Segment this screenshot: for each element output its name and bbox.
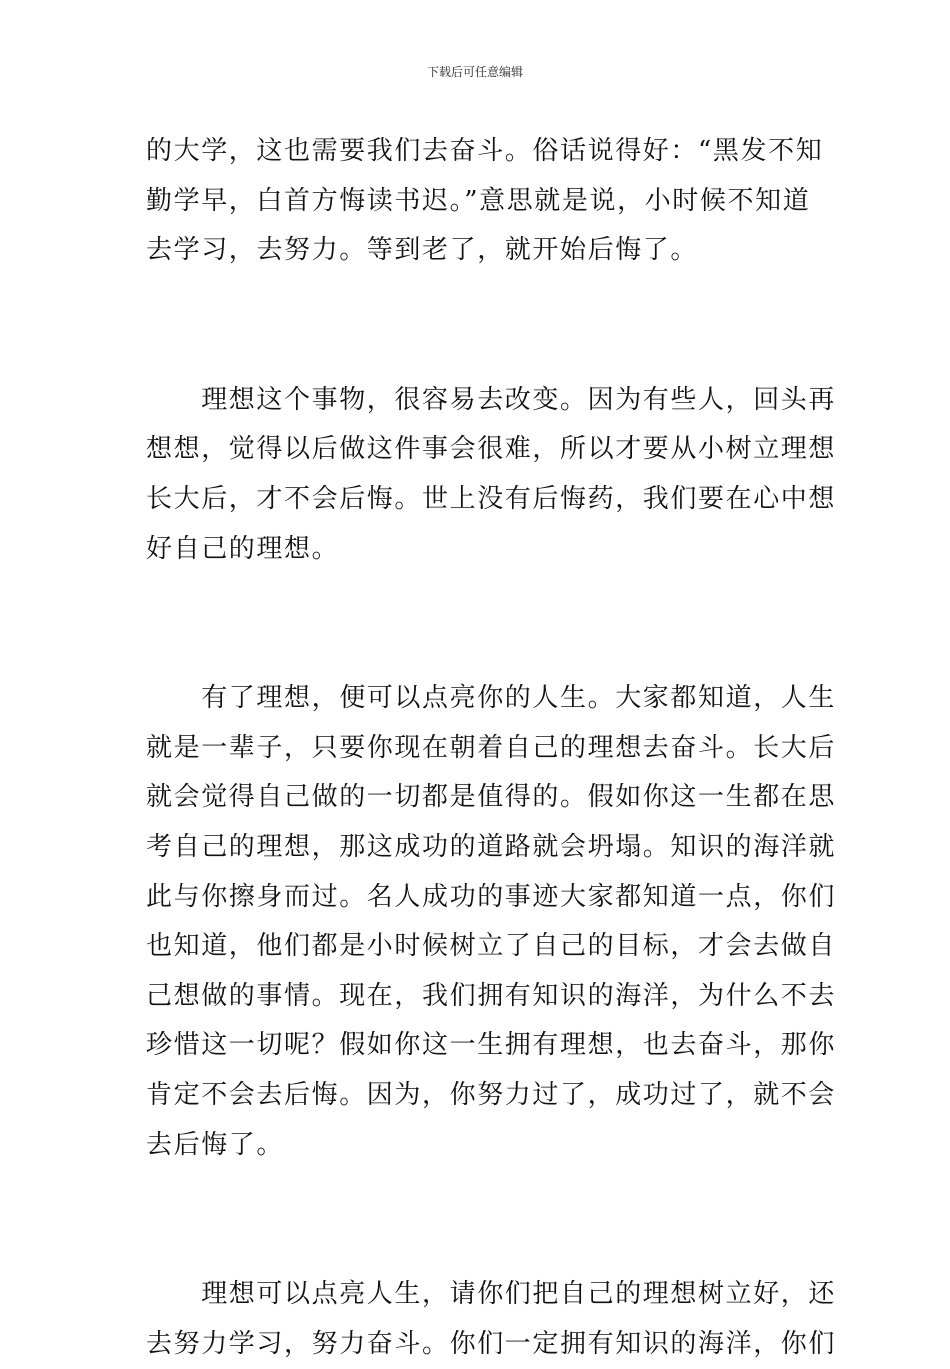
text-line: 珍惜这一切呢？假如你这一生拥有理想，也去奋斗，那你 [146, 1030, 837, 1061]
paragraph-spacer [146, 1170, 806, 1270]
text-line: 也知道，他们都是小时候树立了自己的目标，才会去做自 [146, 931, 837, 962]
text-line: 的大学，这也需要我们去奋斗。俗话说得好：“黑发不知 [146, 136, 824, 166]
paragraph-1 [146, 127, 824, 276]
text-line: 好自己的理想。 [146, 533, 340, 564]
text-line: 就会觉得自己做的一切都是值得的。假如你这一生都在思 [146, 782, 837, 813]
text-line: 理想这个事物，很容易去改变。因为有些人，回头再 [146, 384, 837, 415]
paragraph-2 [146, 376, 837, 574]
text-line: 长大后，才不会后悔。世上没有后悔药，我们要在心中想 [146, 483, 837, 514]
text-line: 己想做的事情。现在，我们拥有知识的海洋，为什么不去 [146, 980, 837, 1011]
text-line: 想想，觉得以后做这件事会很难，所以才要从小树立理想 [146, 434, 837, 465]
text-line: 理想可以点亮人生，请你们把自己的理想树立好，还 [146, 1279, 837, 1310]
paragraph-spacer [146, 574, 806, 674]
text-line: 就是一辈子，只要你现在朝着自己的理想去奋斗。长大后 [146, 732, 837, 763]
text-line: 有了理想，便可以点亮你的人生。大家都知道，人生 [146, 683, 837, 714]
text-line: 肯定不会去后悔。因为，你努力过了，成功过了，就不会 [146, 1079, 837, 1110]
page-header: 下载后可任意编辑 [426, 65, 523, 79]
document-body [146, 127, 837, 1369]
text-line: 勤学早，白首方悔读书迟。”意思就是说，小时候不知道 [146, 185, 811, 216]
text-line: 去学习，去努力。等到老了，就开始后悔了。 [146, 235, 699, 266]
paragraph-4 [146, 1270, 837, 1369]
text-line: 此与你擦身而过。名人成功的事迹大家都知道一点，你们 [146, 881, 837, 912]
paragraph-spacer [146, 276, 806, 376]
text-line: 去努力学习，努力奋斗。你们一定拥有知识的海洋，你们 [146, 1328, 837, 1359]
text-line: 考自己的理想，那这成功的道路就会坍塌。知识的海洋就 [146, 831, 837, 862]
text-line: 去后悔了。 [146, 1129, 285, 1160]
paragraph-3 [146, 674, 837, 1170]
